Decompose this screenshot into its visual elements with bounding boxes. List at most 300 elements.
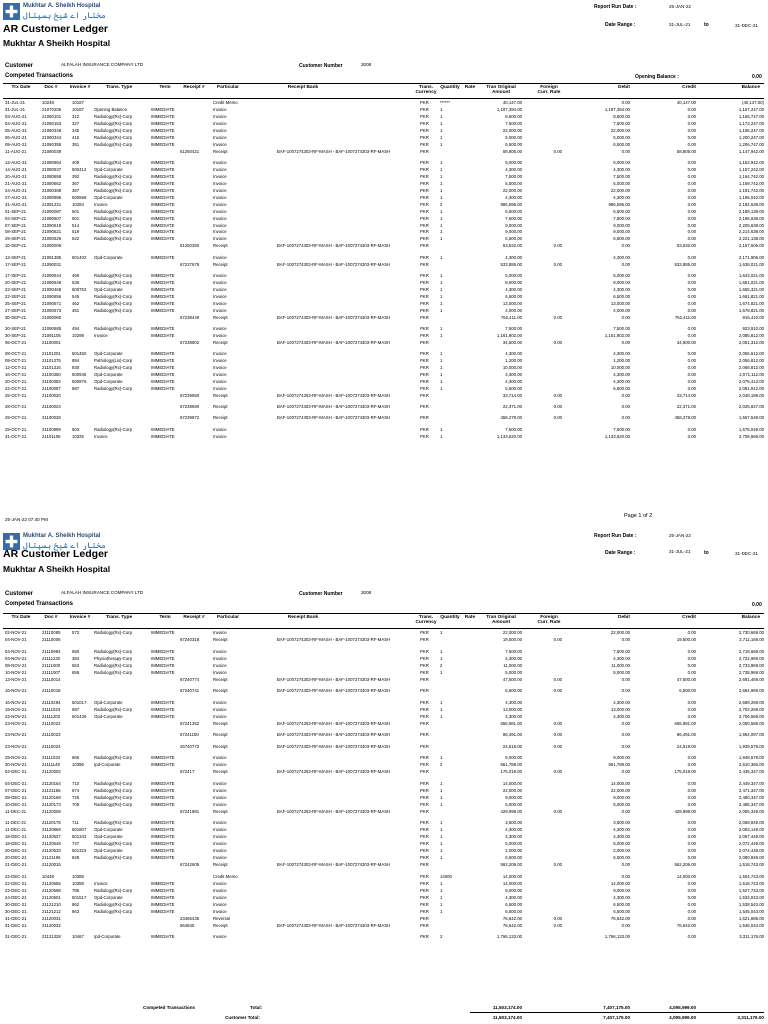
ledger-row <box>0 638 768 645</box>
cell-debit: 1,766,133.00 <box>604 934 630 939</box>
cell-credit: 34,500.00 <box>676 339 696 345</box>
cell-doc: 21090644 <box>42 272 62 278</box>
page-number: Page 1 of 2 <box>624 513 653 519</box>
cell-receipt-bank: BAF-1007274303-RF-MASH - BAF-1007274303-RF-MASH <box>277 637 391 642</box>
cell-credit: 0.00 <box>687 855 696 860</box>
cell-invoice: 705 <box>72 801 80 807</box>
col-invoice: Invoice # <box>69 85 91 90</box>
col-debit: Debit <box>618 85 630 90</box>
opening-balance-value: 0.00 <box>752 602 762 608</box>
cell-invoice: 747 <box>72 841 80 846</box>
cell-term: IMMEDIATE <box>151 134 175 140</box>
cell-particular: Invoice <box>213 236 227 242</box>
cell-term: IMMEDIATE <box>151 113 175 119</box>
cell-original-amount: 4,300.00 <box>505 713 522 719</box>
cell-doc: 21121210 <box>42 901 61 907</box>
cell-invoice: 312 <box>72 113 80 119</box>
cell-quantity: 1 <box>440 254 443 260</box>
run-date-label: Report Run Date : <box>594 4 637 10</box>
cell-credit: 0.00 <box>687 908 696 914</box>
cell-balance: 2,071,112.00 <box>739 371 764 377</box>
cell-trx-date: 17-SEP-21 <box>5 261 27 267</box>
cell-doc: 21100999 <box>42 426 61 432</box>
cell-credit: 0.00 <box>687 293 696 299</box>
cell-quantity: 1 <box>440 351 443 357</box>
cell-balance: 2,051,312.00 <box>738 339 764 345</box>
cell-foreign-rate: 0.00 <box>553 415 562 421</box>
cell-credit: 0.00 <box>687 648 696 654</box>
cell-trans-type: Radiology(Rx)-Corp <box>94 300 132 306</box>
logo-urdu: مختار اے شیخ ہسپتال <box>23 11 106 20</box>
cell-invoice: 409 <box>72 159 80 165</box>
cell-trx-date: 24-DEC-21 <box>5 894 27 900</box>
cell-receipt: 67238449 <box>180 314 200 320</box>
cell-trx-date: 13-NOV-21 <box>5 676 27 682</box>
cell-quantity: 1 <box>440 279 443 285</box>
col-credit: Credit <box>682 85 696 90</box>
cell-term: IMMEDIATE <box>151 827 175 832</box>
cell-balance: 2,167,606.00 <box>738 243 764 249</box>
cell-debit: 6,500.00 <box>613 855 630 860</box>
cell-particular: Receipt <box>213 862 228 867</box>
cell-particular: Invoice <box>213 801 227 807</box>
cell-original-amount: 4,300.00 <box>505 166 522 172</box>
cell-doc: 21120533 <box>42 848 61 853</box>
col-foreign-rate: Foreign Curr. Rate <box>537 615 561 626</box>
cell-currency: PKR <box>420 720 429 726</box>
cell-particular: Invoice <box>213 300 227 306</box>
cell-quantity: 1 <box>440 159 443 165</box>
cell-foreign-rate: 0.00 <box>553 243 562 249</box>
cell-particular: Invoice <box>213 780 227 786</box>
col-term: Term <box>159 615 171 620</box>
cell-debit: 986,596.00 <box>608 201 630 207</box>
cell-invoice: 327 <box>72 120 80 126</box>
cell-quantity: 1 <box>440 801 443 807</box>
header-bottom-rule <box>3 628 764 629</box>
cell-currency: PKR <box>420 655 429 661</box>
cell-currency: PKR <box>420 713 429 719</box>
cell-foreign-rate: 0.00 <box>553 392 562 398</box>
cell-credit: 0.00 <box>687 787 696 793</box>
cell-original-amount: 13,000.00 <box>502 300 522 306</box>
cell-balance: 2,189,138.00 <box>738 208 764 214</box>
cell-credit: 0.00 <box>687 385 696 391</box>
cell-trans-type: Ipd-Corporate <box>94 934 121 939</box>
cell-debit: 7,500.00 <box>613 173 630 179</box>
cell-credit: 0.00 <box>687 630 696 635</box>
cell-credit: 0.00 <box>687 662 696 668</box>
cell-balance: 1,532,043.00 <box>738 894 764 900</box>
cell-receipt-bank: BAF-1007274303-RF-MASH - BAF-1007274303-RF-MASH <box>277 769 391 774</box>
cell-quantity: 1 <box>440 371 443 377</box>
cell-trans-type: Radiology(Rx)-Corp <box>94 293 132 299</box>
cell-credit: 0.00 <box>687 894 696 900</box>
cell-original-amount: 1,766,133.00 <box>496 934 522 939</box>
cell-receipt: 67240318 <box>180 637 200 642</box>
cell-credit: 0.00 <box>687 272 696 278</box>
cell-particular: Credit Memo <box>213 100 238 105</box>
cell-currency: PKR <box>420 243 429 249</box>
cell-particular: Receipt <box>213 404 228 410</box>
logo-name: Mukhtar A. Sheikh Hospital <box>23 3 101 9</box>
cell-trx-date: 16-NOV-21 <box>5 699 27 705</box>
cell-quantity: 1 <box>440 787 443 793</box>
cell-particular: Invoice <box>213 699 227 705</box>
customer-name: ALFALAH INSURANCE COMPANY LTD <box>61 62 144 67</box>
cell-trx-date: 30-DEC-21 <box>5 908 27 914</box>
ledger-row <box>0 394 768 401</box>
cell-trx-date: 11-AUG-21 <box>5 148 27 154</box>
cell-particular: Invoice <box>213 827 227 832</box>
cell-term: IMMEDIATE <box>151 187 175 193</box>
cell-credit: 0.00 <box>687 325 696 331</box>
ledger-row <box>0 327 768 334</box>
cell-receipt-bank: BAF-1007274303-RF-MASH - BAF-1007274303-RF-MASH <box>277 732 391 737</box>
cell-quantity: 1 <box>440 827 443 832</box>
cell-term: IMMEDIATE <box>151 300 175 306</box>
cell-receipt-bank: BAF-1007274303-RF-MASH - BAF-1007274303-RF-MASH <box>277 676 391 682</box>
cell-debit: 1,133,620.00 <box>604 433 630 439</box>
cell-doc: 21101375 <box>42 358 61 364</box>
cell-debit: 0.00 <box>621 339 630 345</box>
cell-balance: 2,182,638.00 <box>738 201 764 207</box>
cell-original-amount: 4,300.00 <box>505 351 522 357</box>
cell-particular: Invoice <box>213 787 227 793</box>
cell-trx-date: 08-SEP-21 <box>5 229 27 235</box>
cell-trx-date: 20-DEC-21 <box>5 855 27 860</box>
cell-trx-date: 25-OCT-21 <box>5 392 27 398</box>
cell-original-amount: 22,000.00 <box>502 127 522 133</box>
cell-trx-date: 10-DEC-21 <box>5 801 27 807</box>
cell-doc: 21101316 <box>42 365 61 370</box>
cell-doc: 21120031 <box>42 915 61 921</box>
cell-trx-date: 23-NOV-21 <box>5 732 27 737</box>
cell-currency: PKR <box>420 769 429 774</box>
cell-credit: 40,147.00 <box>676 100 696 105</box>
cell-particular: Receipt <box>213 769 228 774</box>
cell-term: IMMEDIATE <box>151 106 175 112</box>
cell-currency: PKR <box>420 699 429 705</box>
cell-trx-date: 30-DEC-21 <box>5 901 27 907</box>
cell-credit: 0.00 <box>687 332 696 338</box>
cell-original-amount: 34,500.00 <box>502 339 522 345</box>
cell-currency: PKR <box>420 862 429 867</box>
cell-term: IMMEDIATE <box>151 801 175 807</box>
cell-term: IMMEDIATE <box>151 880 175 886</box>
cell-original-amount: 562,206.00 <box>500 862 522 867</box>
cell-credit: 86,491.00 <box>676 732 696 737</box>
cell-particular: Invoice <box>213 855 227 860</box>
cell-original-amount: 8,000.00 <box>505 279 522 285</box>
cell-trx-date: 20-OCT-21 <box>5 378 27 384</box>
cell-balance: 2,066,812.00 <box>738 365 764 370</box>
cell-particular: Invoice <box>213 254 227 260</box>
cell-debit: 0.00 <box>621 404 630 410</box>
cell-invoice: 572 <box>72 630 80 635</box>
cell-receipt: 67241981 <box>180 808 200 814</box>
cell-invoice: 863 <box>72 908 80 914</box>
ledger-row <box>0 745 768 752</box>
cell-quantity: 1 <box>440 820 443 825</box>
cell-particular: Invoice <box>213 134 227 140</box>
cell-original-amount: 3,500.00 <box>505 820 522 825</box>
cell-credit: 0.00 <box>687 141 696 147</box>
cell-quantity: 1 <box>440 307 443 313</box>
cell-quantity: 1 <box>440 794 443 800</box>
cell-particular: Invoice <box>213 120 227 126</box>
cell-doc: 21110022 <box>42 720 61 726</box>
date-range-label: Date Range : <box>605 550 636 556</box>
cell-credit: 0.00 <box>687 286 696 292</box>
cell-doc: 21111000 <box>42 662 61 668</box>
cell-credit: 24,519.00 <box>676 743 696 749</box>
cell-balance: 916,410.00 <box>742 314 764 320</box>
cell-doc: 21121212 <box>42 908 61 914</box>
cell-original-amount: 22,371.00 <box>502 404 522 410</box>
cell-trans-type: Opd-Corporate <box>94 371 123 377</box>
cell-term: IMMEDIATE <box>151 762 175 767</box>
cell-term: IMMEDIATE <box>151 385 175 391</box>
cell-doc: 21110024 <box>42 743 61 749</box>
cell-trx-date: 11-DEC-21 <box>5 808 27 814</box>
cell-invoice: 501807 <box>72 827 87 832</box>
cell-trx-date: 30-SEP-21 <box>5 325 27 331</box>
cell-debit: 0.00 <box>621 743 630 749</box>
cell-particular: Invoice <box>213 222 227 228</box>
cell-credit: 6,500.00 <box>679 688 696 693</box>
cell-balance: 1,678,821.00 <box>738 307 764 313</box>
cell-original-amount: 5,000.00 <box>505 841 522 846</box>
cell-doc: 21111203 <box>42 713 61 719</box>
ledger-row <box>0 875 768 882</box>
cell-original-amount: 5,000.00 <box>505 801 522 807</box>
cell-balance: 1,200,247.00 <box>738 134 764 140</box>
cell-invoice: 481 <box>72 307 80 313</box>
cell-invoice: 687 <box>72 706 80 712</box>
cell-credit: 0.00 <box>687 180 696 186</box>
col-receipt-bank: Receipt Bank <box>287 85 319 90</box>
cell-credit: 58,805.00 <box>676 148 696 154</box>
cell-credit: 0.00 <box>687 358 696 364</box>
cell-quantity: 1 <box>440 669 443 675</box>
cell-currency: PKR <box>420 100 429 105</box>
cell-debit: 76,642.00 <box>610 915 630 921</box>
cell-credit: 175,019.00 <box>674 769 696 774</box>
cell-quantity: 1 <box>440 120 443 126</box>
cell-currency: PKR <box>420 404 429 410</box>
cell-original-amount: 13,000.00 <box>502 706 522 712</box>
date-from-value: 31-JUL-21 <box>669 549 691 554</box>
cell-particular: Invoice <box>213 293 227 299</box>
cell-currency: PKR <box>420 934 429 939</box>
cell-trx-date: 29-OCT-21 <box>5 426 27 432</box>
cell-credit: 0.00 <box>687 801 696 807</box>
cell-receipt-bank: BAF-1007274303-RF-MASH - BAF-1007274303-RF-MASH <box>277 261 391 267</box>
cell-credit: 0.00 <box>687 215 696 221</box>
cell-debit: 8,000.00 <box>613 279 630 285</box>
cell-balance: 2,449,347.00 <box>738 780 764 786</box>
cell-doc: 21111149 <box>42 762 60 767</box>
cell-debit: 7,500.00 <box>613 120 630 126</box>
cell-balance: 2,711,169.00 <box>739 637 764 642</box>
cell-doc: 21081221 <box>42 201 62 207</box>
cell-currency: PKR <box>420 229 429 235</box>
customer-number: 3008 <box>361 590 372 595</box>
cell-trx-date: 22-DEC-21 <box>5 887 27 893</box>
cell-term: IMMEDIATE <box>151 855 175 860</box>
cell-doc: 21080348 <box>42 127 62 133</box>
cell-quantity: 1 <box>440 385 443 391</box>
print-stamp: 25-JAN-22 07:40 PM <box>5 517 48 522</box>
cell-doc: 21110018 <box>42 688 61 693</box>
cell-currency: PKR <box>420 794 429 800</box>
cell-trx-date: 18-DEC-21 <box>5 834 27 839</box>
cell-particular: Invoice <box>213 187 227 193</box>
cell-trx-date: 17-SEP-21 <box>5 272 27 278</box>
cell-credit: 0.00 <box>687 706 696 712</box>
cell-balance: 1,157,247.00 <box>738 106 764 112</box>
cell-credit: 0.00 <box>687 106 696 112</box>
cell-trans-type: Radiology(Rx)-Corp <box>94 426 132 432</box>
customer-total-credit: 4,095,999.00 <box>669 1015 696 1020</box>
cell-currency: PKR <box>420 127 429 133</box>
cell-doc: 21120168 <box>42 794 61 800</box>
cell-trx-date: 06-OCT-21 <box>5 339 27 345</box>
cell-invoice: 710 <box>72 780 80 786</box>
cell-debit: 6,500.00 <box>613 141 630 147</box>
cell-doc: 21120173 <box>42 801 61 807</box>
cell-invoice: 501343 <box>72 834 87 839</box>
cell-credit: 458,278.00 <box>674 415 696 421</box>
cell-debit: 5,000.00 <box>613 180 630 186</box>
cell-quantity: 14000 <box>440 873 452 879</box>
cell-balance: 2,080,949.00 <box>738 855 764 860</box>
cell-balance: 2,702,269.00 <box>738 706 764 712</box>
cell-doc: 21111034 <box>42 755 61 760</box>
cell-trans-type: Radiology(Rx)-Corp <box>94 787 132 793</box>
cell-debit: 4,300.00 <box>613 894 630 900</box>
cell-quantity: 1 <box>440 127 443 133</box>
cell-quantity: 1 <box>440 901 443 907</box>
cell-original-amount: 9,000.00 <box>505 794 522 800</box>
cell-doc: 21120008 <box>42 808 61 814</box>
cell-term: IMMEDIATE <box>151 662 175 668</box>
cell-currency: PKR <box>420 378 429 384</box>
cell-trx-date: 31-DEC-21 <box>5 934 27 939</box>
cell-term: IMMEDIATE <box>151 426 175 432</box>
cell-trx-date: 04-NOV-21 <box>5 655 27 661</box>
cell-balance: 1,164,742.00 <box>738 173 764 179</box>
cell-trans-type: Invoice <box>94 433 108 439</box>
cell-trans-type: Opd-Corporate <box>94 834 123 839</box>
cell-balance: 2,048,198.00 <box>738 392 764 398</box>
cell-original-amount: 6,500.00 <box>505 855 522 860</box>
cell-doc: 21120032 <box>42 922 61 928</box>
customer-total-label: Customer Total: <box>225 1015 260 1020</box>
customer-number-label: Customer Number <box>299 591 343 597</box>
cell-trans-type: Radiology(Rx)-Corp <box>94 180 132 186</box>
cell-trx-date: 31-JUL-21 <box>5 106 26 112</box>
cell-term: IMMEDIATE <box>151 780 175 786</box>
cell-credit: 0.00 <box>687 794 696 800</box>
cell-invoice: 519 <box>72 229 80 235</box>
cell-invoice: 653 <box>72 662 80 668</box>
run-date-value: 25-JAN-22 <box>669 4 691 9</box>
cell-original-amount: 19,500.00 <box>502 637 522 642</box>
cell-debit: 4,300.00 <box>613 254 630 260</box>
cell-credit: 0.00 <box>687 433 696 439</box>
cell-trx-date: 04-AUG-21 <box>5 120 27 126</box>
cell-receipt: 67239972 <box>180 415 200 421</box>
cell-debit: 14,000.00 <box>610 880 630 886</box>
cell-original-amount: 1,133,620.00 <box>496 433 522 439</box>
cell-debit: 5,000.00 <box>613 669 630 675</box>
cell-receipt: 26740773 <box>180 743 200 749</box>
cell-trans-type: Radiology(Rx)-Corp <box>94 841 132 846</box>
ledger-row <box>0 341 768 348</box>
cell-original-amount: 5,000.00 <box>505 272 522 278</box>
cell-original-amount: 5,000.00 <box>505 134 522 140</box>
cell-particular: Receipt <box>213 732 228 737</box>
cell-quantity: 1 <box>440 841 443 846</box>
cell-receipt-bank: BAF-1007274303-RF-MASH - BAF-1007274303-RF-MASH <box>277 314 391 320</box>
cell-trans-type: Radiology(Rx)-Corp <box>94 127 132 133</box>
cell-trans-type: Radiology(Rx)-Corp <box>94 901 132 907</box>
cell-currency: PKR <box>420 325 429 331</box>
col-balance: Balance <box>741 615 760 620</box>
ledger-row <box>0 435 768 442</box>
col-trx-date: Trx Date <box>11 85 31 90</box>
cell-balance: 1,173,247.00 <box>738 120 764 126</box>
cell-trans-type: Opd-Corporate <box>94 351 123 357</box>
cell-debit: 7,500.00 <box>613 426 630 432</box>
cell-currency: PKR <box>420 901 429 907</box>
cell-debit: 1,197,394.00 <box>604 106 630 112</box>
cell-balance: 2,708,669.00 <box>738 433 764 439</box>
col-receipt: Receipt # <box>183 615 205 620</box>
cell-credit: 0.00 <box>687 194 696 200</box>
cell-doc: 21120548 <box>42 841 61 846</box>
cell-invoice: 603 <box>72 426 80 432</box>
cell-term: IMMEDIATE <box>151 365 175 370</box>
cell-balance: 2,718,669.00 <box>738 648 764 654</box>
cell-term: IMMEDIATE <box>151 630 175 635</box>
cell-trans-type: Radiology(Rx)-Corp <box>94 159 132 165</box>
hospital-subtitle: Mukhtar A Sheikh Hospital <box>3 38 111 48</box>
cell-receipt: 61250250 <box>180 243 200 249</box>
cell-particular: Invoice <box>213 630 227 635</box>
cell-currency: PKR <box>420 208 429 214</box>
cell-doc: 21090621 <box>42 229 62 235</box>
cell-quantity: 1 <box>440 880 443 886</box>
cell-original-amount: 986,596.00 <box>500 201 522 207</box>
cell-credit: 0.00 <box>687 166 696 172</box>
cell-invoice: 10187 <box>72 106 84 112</box>
cell-particular: Invoice <box>213 426 227 432</box>
cell-credit: 0.00 <box>687 834 696 839</box>
cell-particular: Invoice <box>213 127 227 133</box>
cell-receipt-bank: BAF-1007274303-RF-MASH - BAF-1007274303-RF-MASH <box>277 243 391 249</box>
cell-trans-type: Radiology(Rx)-Corp <box>94 669 132 675</box>
cell-particular: Invoice <box>213 106 227 112</box>
cell-trans-type: Radiology(Rx)-Corp <box>94 706 132 712</box>
cell-invoice: 392 <box>72 173 80 179</box>
cell-currency: PKR <box>420 339 429 345</box>
cell-particular: Receipt <box>213 243 228 249</box>
cell-trans-type: Physiotherapy-Corp <box>94 655 132 661</box>
cell-doc: 10448 <box>42 873 54 879</box>
